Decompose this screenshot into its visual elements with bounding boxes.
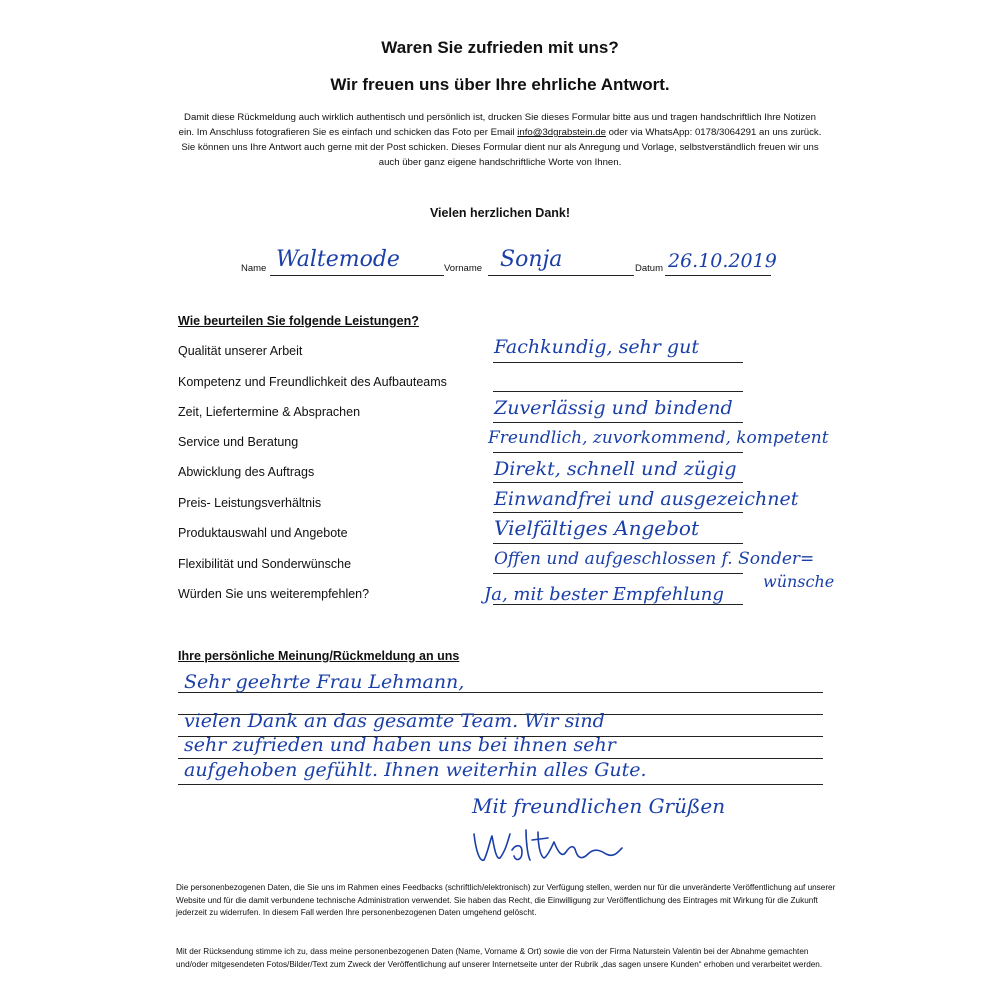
rating-line-flexibility — [493, 573, 743, 574]
datum-label: Datum — [635, 263, 663, 274]
rating-label-time: Zeit, Liefertermine & Absprachen — [178, 405, 361, 419]
rating-line-quality — [493, 362, 743, 363]
ratings-heading: Wie beurteilen Sie folgende Leistungen? — [178, 314, 419, 328]
signature-stroke — [474, 830, 622, 860]
rating-line-processing — [493, 482, 743, 483]
opinion-line-5 — [178, 784, 823, 785]
rating-answer-recommend[interactable]: Ja, mit bester Empfehlung — [484, 584, 724, 605]
signature-mark — [468, 822, 628, 872]
form-title: Waren Sie zufrieden mit uns? — [381, 38, 619, 57]
opinion-text-line-4[interactable]: aufgehoben gefühlt. Ihnen weiterhin alles Gute. — [184, 759, 647, 781]
vorname-value[interactable]: Sonja — [500, 247, 563, 272]
rating-answer-service[interactable]: Freundlich, zuvorkommend, kompetent — [488, 428, 829, 448]
rating-line-service — [493, 452, 743, 453]
intro-text — [175, 110, 825, 170]
name-label: Name — [241, 263, 267, 274]
rating-label-processing: Abwicklung des Auftrags — [178, 465, 315, 479]
rating-answer-price[interactable]: Einwandfrei und ausgezeichnet — [494, 488, 799, 510]
opinion-closing[interactable]: Mit freundlichen Grüßen — [472, 794, 726, 818]
name-value[interactable]: Waltemode — [276, 247, 400, 272]
opinion-text-line-3[interactable]: sehr zufrieden und haben uns bei ihnen sehr — [184, 734, 616, 756]
vorname-label: Vorname — [444, 263, 483, 274]
email-link[interactable]: info@3dgrabstein.de — [517, 127, 606, 138]
name-line — [270, 275, 444, 276]
privacy-notice: Die personenbezogenen Daten, die Sie uns im Rahmen eines Feedbacks (schriftlich/elektronisch) zur Verfügung stellen, werden nur für die unveränderte Veröffentlichung auf unserer Website und für die damit verbundene technische Administration verwendet. Sie haben das Recht, die Einwilligung zur Veröffentlichung des Eintrages mit Wirkung für die Zukunft jederzeit zu widerrufen. In diesem Fall werden Ihre personenbezogenen Daten umgehend gelöscht. — [176, 883, 836, 917]
rating-label-price: Preis- Leistungsverhältnis — [178, 496, 322, 510]
rating-line-team — [493, 391, 743, 392]
consent-notice: Mit der Rücksendung stimme ich zu, dass meine personenbezogenen Daten (Name, Vorname & Ort) sowie die von der Firma Naturstein Valentin bei der Abnahme gemachten und/oder mitgesendeten Fotos/Bilder/Text zum Zweck der Veröffentlichung auf unserer Internetseite unter der Rubrik „das sagen unsere Kunden“ erhoben und verarbeitet werden. — [176, 947, 823, 969]
opinion-heading: Ihre persönliche Meinung/Rückmeldung an uns — [178, 649, 460, 663]
rating-label-recommend: Würden Sie uns weiterempfehlen? — [178, 587, 370, 601]
rating-label-team: Kompetenz und Freundlichkeit des Aufbauteams — [178, 375, 447, 389]
rating-label-service: Service und Beratung — [178, 435, 299, 449]
rating-label-quality: Qualität unserer Arbeit — [178, 344, 303, 358]
datum-line — [665, 275, 771, 276]
rating-line-time — [493, 422, 743, 423]
rating-answer-time[interactable]: Zuverlässig und bindend — [494, 397, 733, 419]
form-subtitle: Wir freuen uns über Ihre ehrliche Antwort. — [330, 75, 670, 94]
vorname-line — [488, 275, 634, 276]
opinion-text-line-2[interactable]: vielen Dank an das gesamte Team. Wir sind — [184, 710, 605, 732]
rating-label-flexibility: Flexibilität und Sonderwünsche — [178, 557, 352, 571]
rating-label-products: Produktauswahl und Angebote — [178, 526, 348, 540]
rating-answer-products[interactable]: Vielfältiges Angebot — [494, 516, 699, 540]
rating-line-price — [493, 512, 743, 513]
rating-answer-flexibility[interactable]: Offen und aufgeschlossen f. Sonder= — [494, 549, 815, 569]
opinion-text-line-1[interactable]: Sehr geehrte Frau Lehmann, — [184, 671, 465, 693]
thanks-text: Vielen herzlichen Dank! — [429, 206, 571, 220]
rating-answer-quality[interactable]: Fachkundig, sehr gut — [494, 336, 699, 358]
datum-value[interactable]: 26.10.2019 — [668, 250, 777, 272]
intro-text-part1: Damit diese Rückmeldung auch wirklich authentisch und persönlich ist, drucken Sie dieses Formular bitte aus und tragen handschriftlich Ihre Notizen ein. Im Anschluss fotografieren Sie es einfach und schicken das Foto per Email — [178, 112, 816, 138]
intro-text-part2: oder via WhatsApp: 0178/3064291 an uns zurück. Sie können uns Ihre Antwort auch gerne mit der Post schicken. Dieses Formular dient nur als Anregung und Vorlage, selbstverständlich freuen wir uns auch über ganz eigene handschriftliche Worte von Ihnen. — [181, 127, 822, 168]
rating-line-products — [493, 543, 743, 544]
rating-answer-flexibility-overflow: wünsche — [763, 572, 835, 591]
rating-answer-processing[interactable]: Direkt, schnell und zügig — [494, 458, 737, 480]
